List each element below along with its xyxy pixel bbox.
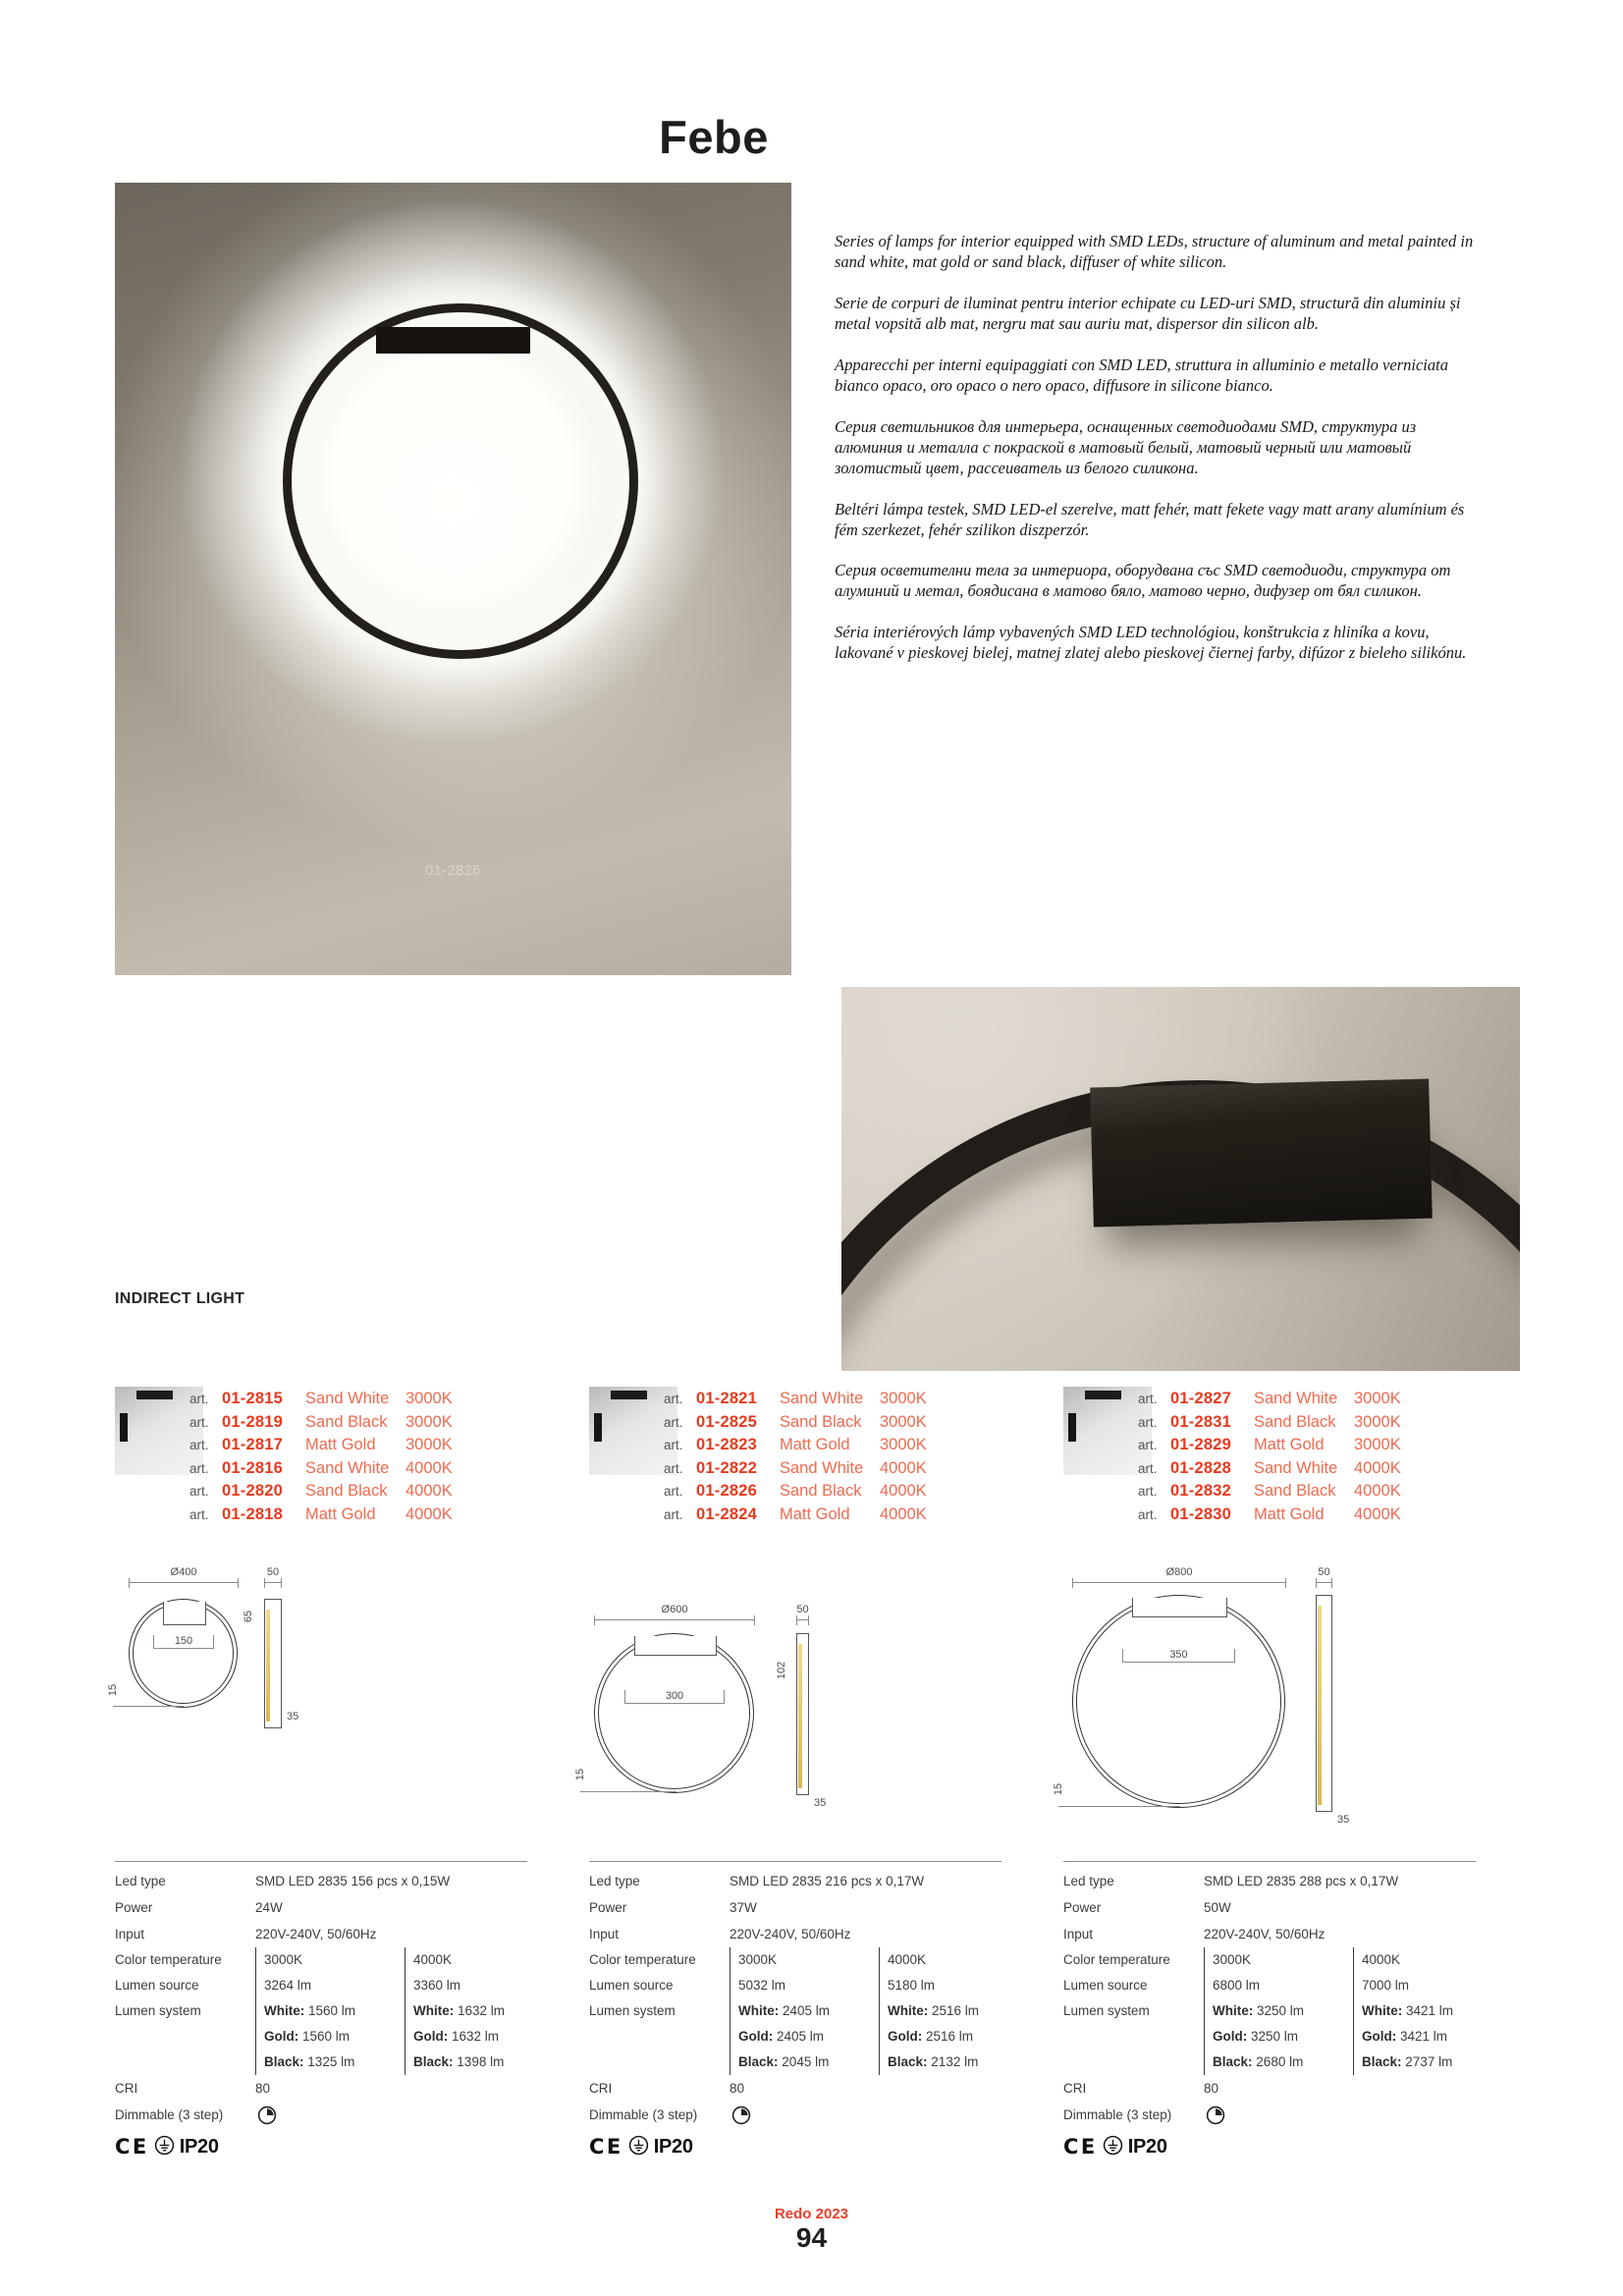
- temp-value: 4000K: [888, 1952, 927, 1967]
- upper-dimension: 65: [243, 1610, 255, 1623]
- ring-outline: [594, 1633, 754, 1793]
- lumen-system-gold: [264, 2024, 405, 2050]
- width-dimension: 50: [796, 1604, 809, 1615]
- color-temp: 3000K: [880, 1436, 927, 1454]
- variant-row: [189, 1434, 453, 1457]
- article-code: 01-2826: [696, 1482, 757, 1501]
- variant-row: [189, 1411, 453, 1435]
- variant-row: [664, 1388, 927, 1411]
- article-code: 01-2830: [1170, 1504, 1231, 1523]
- dimension-line: [1058, 1806, 1180, 1807]
- product-photo-ring: [115, 183, 791, 975]
- paragraph-ru: Серия светильников для интерьера, оснащенных светодиодами SMD, структура из алюминия и металла с покраской в матовый белый, матовый черный или матовый золотистый цвет, рассеиватель из белого силикона.: [835, 416, 1417, 477]
- variant-row: [1138, 1457, 1401, 1481]
- finish-name: Sand White: [780, 1390, 864, 1407]
- lumen-system-gold: [1213, 2024, 1353, 2050]
- spec-row: [115, 2075, 527, 2102]
- gold-label: Gold:: [413, 2029, 449, 2044]
- variant-row: [189, 1388, 453, 1411]
- color-temp: 3000K: [1354, 1436, 1401, 1454]
- dimmer-quarter-icon: [257, 2102, 277, 2128]
- black-value: 2737 lm: [1405, 2054, 1453, 2069]
- spec-label: Lumen system: [1063, 2003, 1150, 2018]
- earth-ground-icon: [1103, 2135, 1123, 2159]
- article-code: 01-2828: [1170, 1458, 1231, 1477]
- spec-label: Lumen system: [115, 2003, 201, 2018]
- finish-name: Matt Gold: [305, 1436, 376, 1454]
- black-label: Black:: [1362, 2054, 1402, 2069]
- canopy-dimension: 150: [153, 1635, 214, 1649]
- spec-label: Lumen source: [1063, 1978, 1148, 1993]
- lumen-system-gold: [1362, 2024, 1476, 2050]
- paragraph-ro: Serie de corpuri de iluminat pentru interior echipate cu LED-uri SMD, structură din aluminiu și metal vopsită alb mat, nergru mat sau auriu mat, dispersor din silicon alb.: [835, 293, 1461, 333]
- spec-value: 80: [255, 2081, 271, 2096]
- spec-value: 50W: [1204, 1900, 1231, 1915]
- variant-row: [664, 1434, 927, 1457]
- dimension-line: [113, 1706, 184, 1707]
- lumen-system-gold: [738, 2024, 879, 2050]
- spec-row: [115, 1868, 527, 1894]
- spec-label: Color temperature: [589, 1952, 696, 1967]
- spec-label: Power: [115, 1900, 153, 1915]
- spec-table: [115, 1861, 527, 2159]
- art-label: art.: [189, 1484, 209, 1500]
- certification-row: [115, 2135, 527, 2159]
- led-strip: [266, 1610, 270, 1722]
- product-column-600: [574, 1380, 1001, 2165]
- page-title: Febe: [659, 111, 769, 163]
- color-temp: 4000K: [880, 1504, 927, 1523]
- finish-name: Sand Black: [780, 1412, 862, 1431]
- white-value: 3421 lm: [1406, 2003, 1454, 2018]
- variant-row: [1138, 1411, 1401, 1435]
- lumen-system-white: [888, 1998, 1001, 2024]
- lumen-system-white: [264, 1998, 405, 2024]
- article-code: 01-2819: [222, 1412, 283, 1431]
- spec-value: 37W: [730, 1900, 757, 1915]
- lumen-grid: [1063, 1947, 1476, 2075]
- led-strip: [1318, 1606, 1322, 1805]
- paragraph-bg: Серия осветителни тела за интериора, оборудвана със SMD светодиоди, структура от алуминий и метал, боядисана в матово бяло, матово черно, дифузер от бял силикон.: [835, 561, 1451, 601]
- temp-value: 3000K: [738, 1952, 778, 1967]
- profile-outline: [264, 1599, 282, 1728]
- finish-name: Sand White: [1254, 1458, 1338, 1477]
- color-temp: 3000K: [1354, 1412, 1401, 1431]
- lumen-grid-labels: [1063, 1947, 1204, 2075]
- gold-label: Gold:: [1362, 2029, 1397, 2044]
- black-value: 2045 lm: [782, 2054, 830, 2069]
- variant-list: [664, 1388, 927, 1527]
- variant-row: [189, 1480, 453, 1503]
- art-label: art.: [1138, 1438, 1158, 1453]
- article-code: 01-2818: [222, 1504, 283, 1523]
- ip-rating: IP20: [179, 2135, 219, 2158]
- spec-row: [589, 1894, 1001, 1921]
- art-label: art.: [1138, 1484, 1158, 1500]
- width-dimension: 50: [1318, 1566, 1330, 1578]
- color-temp: 3000K: [406, 1436, 453, 1454]
- black-label: Black:: [1213, 2054, 1253, 2069]
- spec-row: [1063, 1894, 1476, 1921]
- white-label: White:: [413, 2003, 455, 2018]
- article-code: 01-2816: [222, 1458, 283, 1477]
- art-label: art.: [189, 1438, 209, 1453]
- black-value: 1398 lm: [457, 2054, 505, 2069]
- spec-row: [115, 1921, 527, 1947]
- temp-value: 3000K: [264, 1952, 303, 1967]
- spec-value: 80: [730, 2081, 745, 2096]
- lumen-system-white: [1213, 1998, 1353, 2024]
- variant-row: [1138, 1434, 1401, 1457]
- temp-column-4000k: [1353, 1947, 1476, 2075]
- lumen-grid: [115, 1947, 527, 2075]
- finish-name: Sand Black: [1254, 1482, 1336, 1501]
- spec-label: Input: [1063, 1927, 1094, 1941]
- color-temp: 3000K: [1354, 1390, 1401, 1407]
- spec-value: SMD LED 2835 156 pcs x 0,15W: [255, 1874, 451, 1888]
- white-value: 1560 lm: [308, 2003, 356, 2018]
- temp-value: 4000K: [413, 1952, 453, 1967]
- spec-label: Power: [1063, 1900, 1102, 1915]
- diameter-dimension: Ø600: [661, 1604, 688, 1615]
- spec-label: Led type: [115, 1874, 166, 1888]
- spec-label: Led type: [1063, 1874, 1114, 1888]
- art-label: art.: [1138, 1414, 1158, 1430]
- ce-mark-icon: CE: [1063, 2135, 1098, 2159]
- lumen-system-black: [1362, 2050, 1476, 2075]
- lumen-source-value: 3360 lm: [413, 1978, 461, 1993]
- variant-list: [189, 1388, 453, 1527]
- white-value: 2405 lm: [783, 2003, 831, 2018]
- finish-name: Sand White: [305, 1458, 390, 1477]
- lumen-system-gold: [888, 2024, 1001, 2050]
- lumen-system-black: [738, 2050, 879, 2075]
- intro-text: [835, 232, 1522, 684]
- art-label: art.: [1138, 1392, 1158, 1406]
- art-label: art.: [189, 1506, 209, 1522]
- finish-name: Sand Black: [780, 1482, 862, 1501]
- white-value: 2516 lm: [932, 2003, 980, 2018]
- temp-column-3000k: [255, 1947, 405, 2075]
- profile-outline: [796, 1633, 809, 1795]
- article-code: 01-2820: [222, 1482, 283, 1501]
- art-label: art.: [189, 1414, 209, 1430]
- lumen-source-value: 5180 lm: [888, 1978, 936, 1993]
- spec-label: Dimmable (3 step): [115, 2107, 224, 2122]
- diameter-dimension: Ø800: [1165, 1566, 1193, 1578]
- temp-value: 3000K: [1213, 1952, 1252, 1967]
- ce-mark-icon: CE: [115, 2135, 149, 2159]
- white-label: White:: [1213, 2003, 1254, 2018]
- lower-dimension: 35: [814, 1797, 827, 1809]
- gold-label: Gold:: [738, 2029, 774, 2044]
- spec-label: Lumen source: [589, 1978, 674, 1993]
- art-label: art.: [664, 1414, 683, 1430]
- paragraph-hu: Beltéri lámpa testek, SMD LED-el szerelve, matt fehér, matt fekete vagy matt arany alumínium és fém szerkezet, fehér szilikon diszperzór.: [835, 499, 1465, 539]
- finish-name: Sand Black: [305, 1482, 388, 1501]
- gold-value: 3250 lm: [1251, 2029, 1299, 2044]
- certification-row: [1063, 2135, 1476, 2159]
- spec-label: CRI: [115, 2081, 138, 2096]
- article-code: 01-2823: [696, 1436, 757, 1454]
- lumen-system-white: [738, 1998, 879, 2024]
- white-value: 3250 lm: [1257, 2003, 1305, 2018]
- variant-row: [1138, 1503, 1401, 1527]
- canopy-outline: [1132, 1598, 1227, 1617]
- spec-row: [115, 1894, 527, 1921]
- art-label: art.: [189, 1460, 209, 1476]
- offset-dimension: 15: [1053, 1782, 1065, 1796]
- gold-value: 2405 lm: [777, 2029, 825, 2044]
- finish-name: Sand Black: [1254, 1412, 1336, 1431]
- finish-name: Sand White: [305, 1390, 390, 1407]
- lumen-source-value: 6800 lm: [1213, 1978, 1261, 1993]
- temp-column-4000k: [879, 1947, 1001, 2075]
- finish-name: Sand White: [780, 1458, 864, 1477]
- product-column-800: [1053, 1380, 1476, 2165]
- spec-row-dimmable: [589, 2102, 1001, 2128]
- spec-row-dimmable: [115, 2102, 527, 2128]
- finish-name: Sand Black: [305, 1412, 388, 1431]
- lumen-system-black: [413, 2050, 527, 2075]
- spec-label: Dimmable (3 step): [589, 2107, 698, 2122]
- spec-value: SMD LED 2835 216 pcs x 0,17W: [730, 1874, 925, 1888]
- product-column-400: [107, 1380, 527, 2165]
- upper-dimension: 102: [776, 1661, 788, 1680]
- gold-value: 2516 lm: [926, 2029, 974, 2044]
- width-dimension: 50: [266, 1566, 280, 1578]
- gold-label: Gold:: [888, 2029, 923, 2044]
- lumen-system-black: [1213, 2050, 1353, 2075]
- temp-value: 4000K: [1362, 1952, 1401, 1967]
- gold-label: Gold:: [264, 2029, 299, 2044]
- article-code: 01-2829: [1170, 1436, 1231, 1454]
- finish-name: Matt Gold: [1254, 1436, 1325, 1454]
- white-label: White:: [738, 2003, 780, 2018]
- spec-label: CRI: [1063, 2081, 1087, 2096]
- profile-outline: [1316, 1595, 1332, 1812]
- dimension-line: [1316, 1582, 1332, 1583]
- lower-dimension: 35: [287, 1711, 299, 1722]
- finish-name: Matt Gold: [780, 1504, 850, 1523]
- paragraph-it: Apparecchi per interni equipaggiati con SMD LED, struttura in alluminio e metallo verniciata bianco opaco, oro opaco o nero opaco, diffusore in silicone bianco.: [835, 355, 1448, 395]
- variant-list: [1138, 1388, 1401, 1527]
- white-value: 1632 lm: [458, 2003, 506, 2018]
- article-code: 01-2831: [1170, 1412, 1231, 1431]
- white-label: White:: [888, 2003, 929, 2018]
- spec-value: 220V-240V, 50/60Hz: [730, 1927, 851, 1941]
- spec-row: [589, 2075, 1001, 2102]
- ring-lamp-canopy: [376, 327, 530, 354]
- color-temp: 3000K: [880, 1390, 927, 1407]
- dimension-line: [580, 1791, 676, 1792]
- lumen-system-black: [264, 2050, 405, 2075]
- spec-table: [1063, 1861, 1476, 2159]
- variant-row: [664, 1480, 927, 1503]
- black-value: 2680 lm: [1256, 2054, 1304, 2069]
- earth-ground-icon: [628, 2135, 649, 2159]
- white-label: White:: [264, 2003, 305, 2018]
- photo-caption: 01-2826: [425, 863, 481, 879]
- gold-label: Gold:: [1213, 2029, 1248, 2044]
- spec-label: Led type: [589, 1874, 640, 1888]
- spec-label: Dimmable (3 step): [1063, 2107, 1172, 2122]
- art-label: art.: [664, 1438, 683, 1453]
- spec-row: [589, 1921, 1001, 1947]
- spec-value: 80: [1204, 2081, 1219, 2096]
- lumen-source-value: 3264 lm: [264, 1978, 312, 1993]
- canopy-outline: [163, 1602, 206, 1625]
- black-label: Black:: [264, 2054, 304, 2069]
- spec-row: [1063, 1868, 1476, 1894]
- finish-name: Matt Gold: [305, 1504, 376, 1523]
- spec-label: Lumen source: [115, 1978, 199, 1993]
- black-value: 1325 lm: [307, 2054, 355, 2069]
- color-temp: 4000K: [1354, 1504, 1401, 1523]
- spec-label: Power: [589, 1900, 627, 1915]
- variant-row: [664, 1457, 927, 1481]
- spec-value: 24W: [255, 1900, 283, 1915]
- ce-mark-icon: CE: [589, 2135, 623, 2159]
- art-label: art.: [664, 1392, 683, 1406]
- lumen-source-value: 5032 lm: [738, 1978, 786, 1993]
- lumen-system-white: [1362, 1998, 1476, 2024]
- black-value: 2132 lm: [931, 2054, 979, 2069]
- art-label: art.: [664, 1460, 683, 1476]
- lumen-grid: [589, 1947, 1001, 2075]
- dimmer-quarter-icon: [1206, 2102, 1225, 2128]
- art-label: art.: [189, 1392, 209, 1406]
- lumen-system-black: [888, 2050, 1001, 2075]
- lumen-system-gold: [413, 2024, 527, 2050]
- spec-value: 220V-240V, 50/60Hz: [255, 1927, 377, 1941]
- color-temp: 4000K: [406, 1482, 453, 1501]
- canopy-dimension: 350: [1122, 1649, 1235, 1663]
- variant-row: [189, 1457, 453, 1481]
- canopy-dimension: 300: [624, 1690, 725, 1704]
- variant-row: [664, 1411, 927, 1435]
- color-temp: 3000K: [406, 1412, 453, 1431]
- gold-value: 1632 lm: [452, 2029, 500, 2044]
- ring-outline: [1072, 1595, 1285, 1808]
- color-temp: 3000K: [880, 1412, 927, 1431]
- product-photo-detail: [841, 987, 1520, 1371]
- dimension-line: [594, 1619, 755, 1620]
- dimmer-quarter-icon: [731, 2102, 751, 2128]
- page-number: 94: [795, 2222, 828, 2253]
- lumen-grid-labels: [589, 1947, 730, 2075]
- temp-column-3000k: [1204, 1947, 1353, 2075]
- variant-row: [1138, 1480, 1401, 1503]
- gold-value: 3421 lm: [1400, 2029, 1448, 2044]
- diameter-dimension: Ø400: [170, 1566, 197, 1578]
- variant-row: [1138, 1388, 1401, 1411]
- black-label: Black:: [888, 2054, 928, 2069]
- color-temp: 4000K: [1354, 1458, 1401, 1477]
- lumen-grid-labels: [115, 1947, 255, 2075]
- offset-dimension: 15: [574, 1768, 587, 1781]
- spec-label: Color temperature: [115, 1952, 222, 1967]
- spec-label: Lumen system: [589, 2003, 676, 2018]
- spec-label: Color temperature: [1063, 1952, 1170, 1967]
- spec-label: Input: [115, 1927, 145, 1941]
- finish-name: Sand White: [1254, 1390, 1338, 1407]
- article-code: 01-2825: [696, 1412, 757, 1431]
- section-heading: INDIRECT LIGHT: [115, 1290, 245, 1307]
- article-code: 01-2821: [696, 1390, 757, 1407]
- offset-dimension: 15: [107, 1683, 120, 1697]
- color-temp: 4000K: [880, 1458, 927, 1477]
- article-code: 01-2827: [1170, 1390, 1231, 1407]
- spec-label: CRI: [589, 2081, 613, 2096]
- certification-row: [589, 2135, 1001, 2159]
- article-code: 01-2817: [222, 1436, 283, 1454]
- article-code: 01-2822: [696, 1458, 757, 1477]
- footer-brand: Redo 2023: [774, 2206, 849, 2222]
- color-temp: 4000K: [1354, 1482, 1401, 1501]
- variant-row: [664, 1503, 927, 1527]
- dimension-line: [796, 1619, 809, 1620]
- spec-row: [1063, 1921, 1476, 1947]
- lead-paragraph-en: Series of lamps for interior equipped with SMD LEDs, structure of aluminum and metal painted in sand white, mat gold or sand black, diffuser of white silicon.: [835, 232, 1474, 271]
- spec-table: [589, 1861, 1001, 2159]
- spec-value: SMD LED 2835 288 pcs x 0,17W: [1204, 1874, 1399, 1888]
- finish-name: Matt Gold: [780, 1436, 850, 1454]
- black-label: Black:: [413, 2054, 454, 2069]
- variant-row: [189, 1503, 453, 1527]
- lower-dimension: 35: [1337, 1814, 1350, 1826]
- ip-rating: IP20: [653, 2135, 693, 2158]
- art-label: art.: [664, 1506, 683, 1522]
- color-temp: 4000K: [880, 1482, 927, 1501]
- earth-ground-icon: [154, 2135, 175, 2159]
- article-code: 01-2824: [696, 1504, 757, 1523]
- wall-canopy: [1090, 1079, 1433, 1228]
- spec-row-dimmable: [1063, 2102, 1476, 2128]
- canopy-outline: [634, 1636, 717, 1656]
- paragraph-sk: Séria interiérových lámp vybavených SMD LED technológiou, konštrukcia z hliníka a kovu, lakované v pieskovej bielej, matnej zlatej alebo pieskovej čiernej farby, difúzor z bieleho silikónu.: [835, 623, 1467, 663]
- art-label: art.: [1138, 1460, 1158, 1476]
- dimension-line: [129, 1582, 239, 1583]
- spec-row: [589, 1868, 1001, 1894]
- lumen-source-value: 7000 lm: [1362, 1978, 1410, 1993]
- spec-value: 220V-240V, 50/60Hz: [1204, 1927, 1325, 1941]
- black-label: Black:: [738, 2054, 779, 2069]
- art-label: art.: [664, 1484, 683, 1500]
- art-label: art.: [1138, 1506, 1158, 1522]
- gold-value: 1560 lm: [302, 2029, 351, 2044]
- finish-name: Matt Gold: [1254, 1504, 1325, 1523]
- color-temp: 3000K: [406, 1390, 453, 1407]
- lumen-system-white: [413, 1998, 527, 2024]
- temp-column-3000k: [730, 1947, 879, 2075]
- color-temp: 4000K: [406, 1458, 453, 1477]
- ring-lamp: [283, 303, 638, 659]
- article-code: 01-2832: [1170, 1482, 1231, 1501]
- spec-label: Input: [589, 1927, 620, 1941]
- led-strip: [798, 1644, 802, 1788]
- dimension-line: [1072, 1582, 1286, 1583]
- temp-column-4000k: [405, 1947, 527, 2075]
- ip-rating: IP20: [1127, 2135, 1167, 2158]
- spec-row: [1063, 2075, 1476, 2102]
- color-temp: 4000K: [406, 1504, 453, 1523]
- white-label: White:: [1362, 2003, 1403, 2018]
- article-code: 01-2815: [222, 1390, 283, 1407]
- dimension-line: [264, 1582, 282, 1583]
